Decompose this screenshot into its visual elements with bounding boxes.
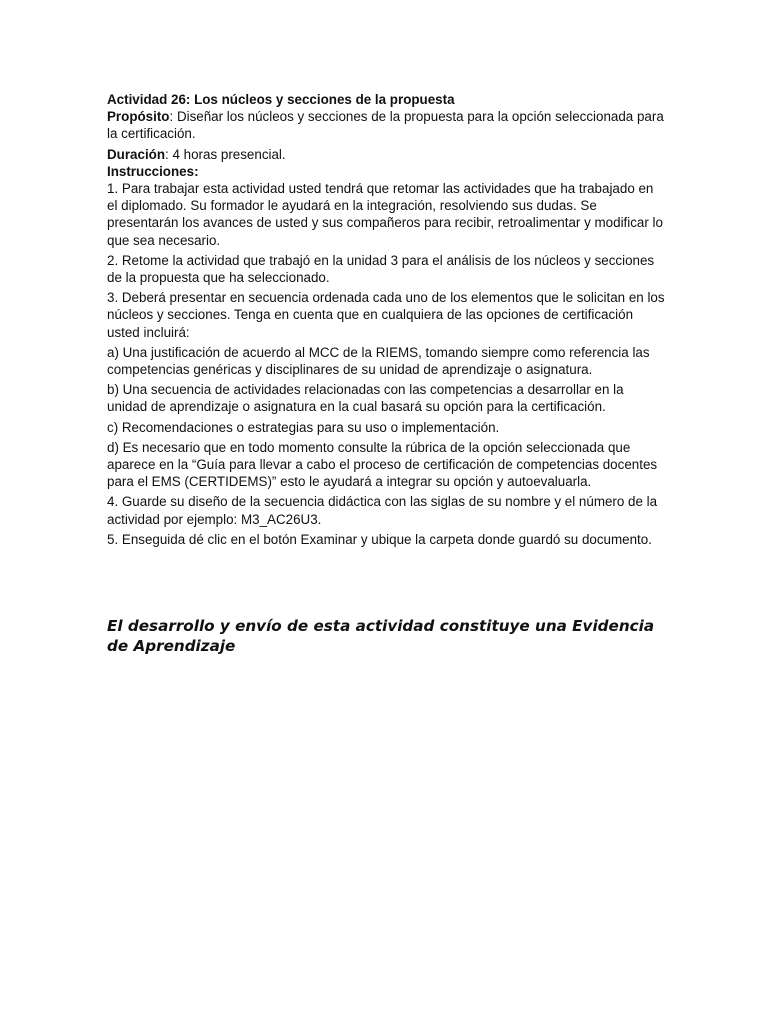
instruction-item-4: 4. Guarde su diseño de la secuencia didáctica con las siglas de su nombre y el número de la actividad por ejemplo: M3_AC26U3. — [107, 494, 658, 527]
instruction-item-2: 2. Retome la actividad que trabajó en la unidad 3 para el análisis de los núcleos y secciones de la propuesta que ha seleccionado. — [107, 252, 655, 286]
instructions-label: Instrucciones: — [107, 163, 199, 179]
activity-title: Actividad 26: Los núcleos y secciones de la propuesta — [107, 92, 455, 107]
document-body — [107, 91, 667, 551]
evidence-note: El desarrollo y envío de esta actividad constituye una Evidencia de Aprendizaje — [107, 617, 655, 655]
instruction-item-3: 3. Deberá presentar en secuencia ordenada cada uno de los elementos que le solicitan en los núcleos y secciones. Tenga en cuenta que en cualquiera de las opciones de certificación usted incluirá: — [107, 290, 665, 340]
purpose-label: Propósito — [107, 109, 170, 125]
purpose-paragraph — [107, 108, 667, 142]
instruction-item-a: a) Una justificación de acuerdo al MCC de la RIEMS, tomando siempre como referencia las competencias genéricas y disciplinares de su unidad de aprendizaje o asignatura. — [107, 344, 650, 378]
instruction-item-d: d) Es necesario que en todo momento consulte la rúbrica de la opción seleccionada que aparece en la “Guía para llevar a cabo el proceso de certificación de competencias docentes para el EMS (CERTIDEMS)” esto le ayudará a integrar su opción y autoevaluarla. — [107, 439, 658, 490]
instruction-item-c: c) Recomendaciones o estrategias para su uso o implementación. — [107, 419, 500, 435]
duration-label: Duración — [107, 146, 166, 162]
duration-text: : 4 horas presencial. — [165, 146, 286, 162]
instruction-item-1: 1. Para trabajar esta actividad usted tendrá que retomar las actividades que ha trabajado en el diplomado. Su formador le ayudará en la integración, resolviendo sus dudas. Se presentarán los avances de usted y sus compañeros para recibir, retroalimentar y modificar lo que sea necesario. — [107, 181, 663, 248]
purpose-text: : Diseñar los núcleos y secciones de la propuesta para la opción seleccionada para la certificación. — [107, 109, 664, 142]
instruction-item-5: 5. Enseguida dé clic en el botón Examinar y ubique la carpeta donde guardó su documento. — [107, 531, 652, 547]
instruction-item-b: b) Una secuencia de actividades relacionadas con las competencias a desarrollar en la unidad de aprendizaje o asignatura en la cual basará su opción para la certificación. — [107, 382, 624, 415]
duration-paragraph — [107, 146, 667, 163]
